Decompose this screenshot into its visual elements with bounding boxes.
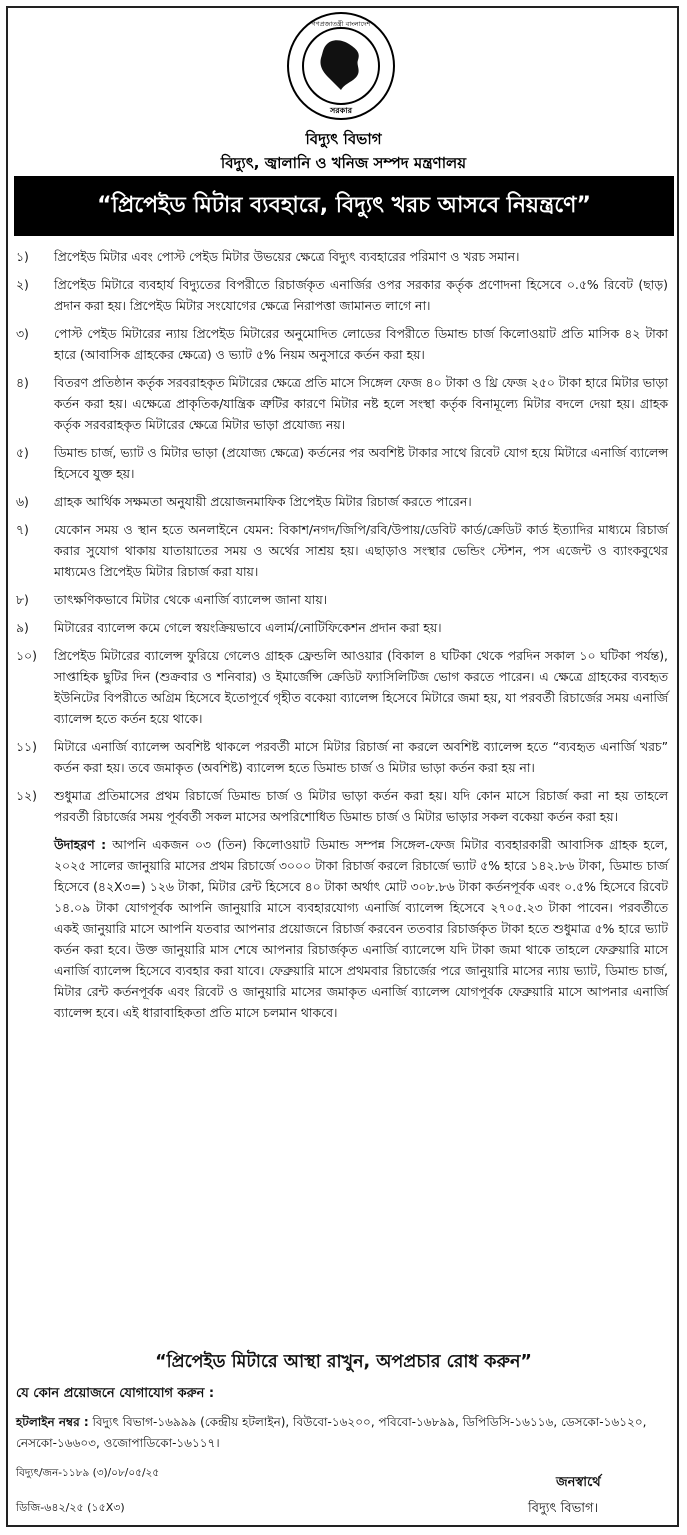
item-number: ১০): [16, 648, 37, 663]
list-item: [16, 736, 668, 778]
item-number: ৮): [16, 592, 29, 607]
list-item: [16, 274, 668, 316]
reference-number: বিদ্যুৎ/জন-১১৮৯ (৩)/০৮/০৫/২৫: [16, 1467, 160, 1479]
item-text: ডিমান্ড চার্জ, ভ্যাট ও মিটার ভাড়া (প্রযোজ্য ক্ষেত্রে) কর্তনের পর অবশিষ্ট টাকার সাথে রিবেট যোগ হয়ে মিটারে এনার্জি ব্যালেন্স হিসেবে যুক্ত হয়।: [54, 445, 668, 481]
item-text: বিতরণ প্রতিষ্ঠান কর্তৃক সরবরাহকৃত মিটারের ক্ষেত্রে প্রতি মাসে সিঙ্গেল ফেজ ৪০ টাকা ও থ্রি ফেজ ২৫০ টাকা হারে মিটার ভাড়া কর্তন করা হয়। এক্ষেত্রে প্রাকৃতিক/যান্ত্রিক ত্রুটির কারণে মিটার নষ্ট হলে সংস্থা কর্তৃক বিনামূল্যে মিটার বদলে দেয়া হয়। গ্রাহক কর্তৃক সরবরাহকৃত মিটারের ক্ষেত্রে মিটার ভাড়া প্রযোজ্য নয়।: [54, 375, 668, 432]
item-text: পোস্ট পেইড মিটারের ন্যায় প্রিপেইড মিটারের অনুমোদিত লোডের বিপরীতে ডিমান্ড চার্জ কিলোওয়াট প্রতি মাসিক ৪২ টাকা হারে (আবাসিক গ্রাহকের ক্ষেত্রে) ও ভ্যাট ৫% নিয়ম অনুসারে কর্তন করা হয়।: [54, 326, 668, 362]
svg-text:গণপ্রজাতন্ত্রী বাংলাদেশ: গণপ্রজাতন্ত্রী বাংলাদেশ: [311, 20, 371, 28]
list-item: [16, 785, 668, 827]
item-text: শুধুমাত্র প্রতিমাসের প্রথম রিচার্জে ডিমান্ড চার্জ ও মিটার ভাড়া কর্তন করা হয়। যদি কোন মাসে রিচার্জ করা না হয় তাহলে পরবর্তী রিচার্জের সময় পূর্ববর্তী সকল মাসের অপরিশোধিত ডিমান্ড চার্জ ও মিটার ভাড়ার সকল বকেয়া কর্তন করা হয়।: [54, 788, 668, 824]
item-text: তাৎক্ষণিকভাবে মিটার থেকে এনার্জি ব্যালেন্স জানা যায়।: [54, 592, 328, 607]
hotline-label: হটলাইন নম্বর :: [16, 1415, 89, 1429]
list-item: [16, 246, 668, 267]
footer-slogan: “প্রিপেইড মিটারে আস্থা রাখুন, অপপ্রচার রোধ করুন”: [155, 1352, 532, 1372]
item-number: ৬): [16, 494, 29, 509]
hotline-numbers: বিদ্যুৎ বিভাগ-১৬৯৯৯ (কেন্দ্রীয় হটলাইন), বিউবো-১৬২০০, পবিবো-১৬৮৯৯, ডিপিডিসি-১৬১১৬, ডেসকো-১৬১২০, নেসকো-১৬৬০৩, ওজোপাডিকো-১৬১১৭।: [16, 1415, 647, 1450]
seal-icon: [285, 10, 397, 122]
department-name: বিদ্যুৎ বিভাগ: [305, 130, 382, 148]
issuer-signature: বিদ্যুৎ বিভাগ।: [528, 1501, 599, 1516]
item-number: ১২): [16, 788, 37, 803]
item-number: ৪): [16, 375, 29, 390]
list-item: [16, 372, 668, 435]
item-number: ১): [16, 249, 29, 264]
item-text: প্রিপেইড মিটারের ব্যালেন্স ফুরিয়ে গেলেও গ্রাহক ফ্রেন্ডলি আওয়ার (বিকাল ৪ ঘটিকা থেকে পরদিন সকাল ১০ ঘটিকা পর্যন্ত), সাপ্তাহিক ছুটির দিন (শুক্রবার ও শনিবার) ও ইমার্জেন্সি ক্রেডিট ফ্যাসিলিটিজ ভোগ করতে পারেন। এ ক্ষেত্রে গ্রাহকের ব্যবহৃত ইউনিটের বিপরীতে অগ্রিম হিসেবে ইতোপূর্বে গৃহীত বকেয়া ব্যালেন্স হিসেবে মিটারে জমা হয়, যা পরবর্তী রিচার্জের সময় এনার্জি ব্যালেন্স হতে কর্তন হয়ে থাকে।: [54, 648, 668, 726]
example-text: আপনি একজন ০৩ (তিন) কিলোওয়াট ডিমান্ড সম্পন্ন সিঙ্গেল-ফেজ মিটার ব্যবহারকারী আবাসিক গ্রাহক হলে, ২০২৫ সালের জানুয়ারি মাসের প্রথম রিচার্জে ৩০০০ টাকা রিচার্জ করলে রিচার্জে ভ্যাট ৫% হারে ১৪২.৮৬ টাকা, ডিমান্ড চার্জ হিসেবে (৪২X৩=) ১২৬ টাকা, মিটার রেন্ট হিসেবে ৪০ টাকা অর্থাৎ মোট ৩০৮.৮৬ টাকা কর্তনপূর্বক এবং ০.৫% হিসেবে রিবেট ১৪.০৯ টাকা যোগপূর্বক আপনি জানুয়ারি মাসে ব্যবহারযোগ্য এনার্জি ব্যালেন্স হিসেবে ২৭০৫.২৩ টাকা পাবেন। পরবর্তীতে একই জানুয়ারি মাসে আপনি যতবার আপনার প্রয়োজনে রিচার্জ করবেন ততবার রিচার্জকৃত টাকা হতে শুধুমাত্র ৫% হারে ভ্যাট কর্তন করা হবে। উক্ত জানুয়ারি মাস শেষে আপনার রিচার্জকৃত এনার্জি ব্যালেন্সে যদি টাকা জমা থাকে তাহলে ফেব্রুয়ারি মাসে এনার্জি ব্যালেন্স হিসেবে ব্যবহার করা যাবে। ফেব্রুয়ারি মাসে প্রথমবার রিচার্জের পরে জানুয়ারি মাসের ন্যায় ভ্যাট, ডিমান্ড চার্জ, মিটার রেন্ট কর্তনপূর্বক এবং রিবেট ও জানুয়ারি মাসের জমাকৃত এনার্জি ব্যালেন্স যোগপূর্বক ফেব্রুয়ারি মাসে আপনার এনার্জি ব্যালেন্স হবে। এই ধারাবাহিকতা প্রতি মাসে চলমান থাকবে।: [54, 837, 668, 1020]
item-number: ৯): [16, 620, 29, 635]
public-interest-label: জনস্বার্থে: [556, 1475, 601, 1490]
government-seal: [285, 10, 397, 122]
item-number: ৭): [16, 522, 29, 537]
info-list: [16, 246, 668, 1023]
example-label: উদাহরণ :: [54, 837, 107, 852]
example-paragraph: [54, 834, 668, 1023]
dg-reference: ডিজি-৬৪২/২৫ (১৫X৩): [16, 1501, 125, 1514]
item-text: যেকোন সময় ও স্থান হতে অনলাইনে যেমন: বিকাশ/নগদ/জিপি/রবি/উপায়/ডেবিট কার্ড/ক্রেডিট কার্ড ইত্যাদির মাধ্যমে রিচার্জ করার সুযোগ থাকায় যাতায়াতের সময় ও অর্থের সাশ্রয় হয়। এছাড়াও সংস্থার ভেন্ডিং স্টেশন, পস এজেন্ট ও ব্যাংকবুথের মাধ্যমেও প্রিপেইড মিটার রিচার্জ করা যায়।: [54, 522, 668, 579]
item-number: ২): [16, 277, 29, 292]
contact-heading: যে কোন প্রয়োজনে যোগাযোগ করুন :: [16, 1386, 215, 1401]
item-text: প্রিপেইড মিটারে ব্যবহার্য বিদ্যুতের বিপরীতে রিচার্জকৃত এনার্জির ওপর সরকার কর্তৃক প্রণোদনা হিসেবে ০.৫% রিবেট (ছাড়) প্রদান করা হয়। প্রিপেইড মিটার সংযোগের ক্ষেত্রে নিরাপত্তা জামানত লাগে না।: [54, 277, 668, 313]
item-text: গ্রাহক আর্থিক সক্ষমতা অনুযায়ী প্রয়োজনমাফিক প্রিপেইড মিটার রিচার্জ করতে পারেন।: [54, 494, 472, 509]
list-item: [16, 491, 668, 512]
item-text: মিটারের ব্যালেন্স কমে গেলে স্বয়ংক্রিয়ভাবে এলার্ম/নোটিফিকেশন প্রদান করা হয়।: [54, 620, 442, 635]
list-item: [16, 589, 668, 610]
svg-text:সরকার: সরকার: [329, 106, 353, 115]
list-item: [16, 617, 668, 638]
list-item: [16, 645, 668, 729]
ministry-name: বিদ্যুৎ, জ্বালানি ও খনিজ সম্পদ মন্ত্রণালয়: [220, 154, 467, 172]
item-number: ৩): [16, 326, 29, 341]
list-item: [16, 519, 668, 582]
hotline-info: [16, 1412, 666, 1454]
item-text: প্রিপেইড মিটার এবং পোস্ট পেইড মিটার উভয়ের ক্ষেত্রে বিদ্যুৎ ব্যবহারের পরিমাণ ও খরচ সমান।: [54, 249, 520, 264]
item-text: মিটারে এনার্জি ব্যালেন্স অবশিষ্ট থাকলে পরবর্তী মাসে মিটার রিচার্জ না করলে অবশিষ্ট ব্যালেন্স হতে “ব্যবহৃত এনার্জি খরচ” কর্তন করা হয়। তবে জমাকৃত (অবশিষ্ট) ব্যালেন্স হতে ডিমান্ড চার্জ ও মিটার ভাড়া কর্তন করা হয় না।: [54, 739, 668, 775]
list-item: [16, 442, 668, 484]
headline-banner: [14, 176, 674, 236]
item-number: ১১): [16, 739, 37, 754]
list-item: [16, 323, 668, 365]
item-number: ৫): [16, 445, 29, 460]
headline-text: “প্রিপেইড মিটার ব্যবহারে, বিদ্যুৎ খরচ আসবে নিয়ন্ত্রণে”: [97, 192, 591, 218]
